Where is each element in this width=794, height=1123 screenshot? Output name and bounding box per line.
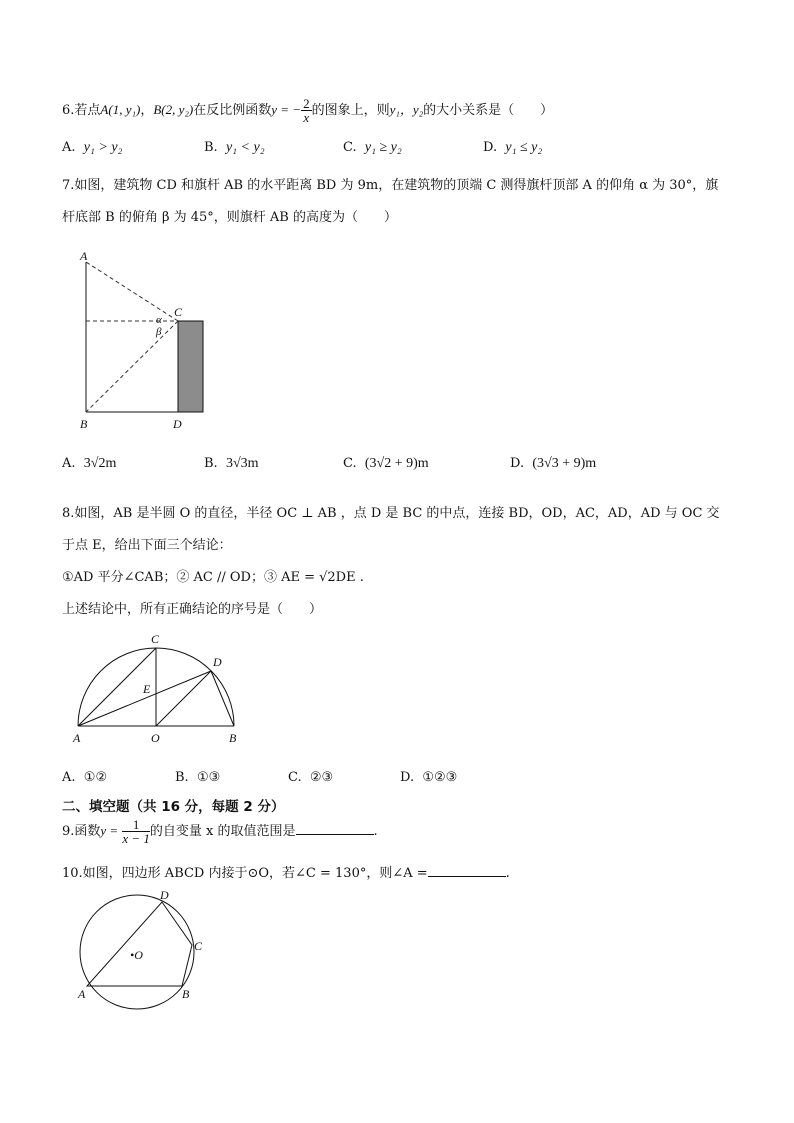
q8-line-od [156, 671, 211, 726]
q7-option-d[interactable] [510, 456, 596, 472]
q6-text-2: 在反比例函数 [193, 103, 272, 118]
q8-label-b: B [229, 731, 237, 745]
q6-option-b-label: B. [204, 140, 218, 155]
q6-sep: ， [140, 103, 154, 118]
q10-quadrilateral-abcd [87, 902, 192, 986]
section-2-title: 二、填空题（共 16 分，每题 2 分） [62, 799, 285, 815]
q7-label-c: C [174, 305, 183, 319]
q10-label-b: B [182, 987, 190, 1001]
q8-line-bd [211, 671, 234, 726]
q6-func-lhs: y = − [271, 102, 302, 117]
q7-building-cd [178, 321, 203, 412]
q7-label-a: A [80, 249, 88, 263]
q7-stem-line1: 7.如图，建筑物 CD 和旗杆 AB 的水平距离 BD 为 9m，在建筑物的顶端 C 测得旗杆顶部 A 的仰角 α 为 30°，旗 [62, 178, 719, 193]
q6-option-a[interactable] [62, 140, 122, 156]
q6-point-a: A(1, y₁) [100, 102, 141, 117]
q6-text-3: 的图象上，则 [311, 103, 390, 118]
q6-option-a-label: A. [62, 140, 76, 155]
q9-fraction [122, 818, 150, 845]
q9-answer-blank[interactable] [296, 822, 374, 835]
q10-end: . [505, 866, 510, 881]
q7-option-a[interactable] [62, 456, 116, 472]
q7-label-beta: β [156, 326, 162, 338]
q8-question: 上述结论中，所有正确结论的序号是（ ） [62, 602, 323, 617]
q6-fraction [301, 97, 312, 124]
q6-text-4: 的大小关系是（ ） [423, 103, 554, 118]
q8-option-b-expr: ①③ [196, 770, 221, 785]
q10-text: 10.如图，四边形 ABCD 内接于⊙O，若∠C = 130°，则∠A = [62, 866, 428, 881]
q6-option-c-expr: y₁ ≥ y₂ [364, 140, 402, 155]
q8-label-c: C [151, 632, 160, 646]
q6-option-c[interactable] [343, 140, 402, 156]
q7-option-a-label: A. [62, 456, 76, 471]
q8-option-d[interactable] [400, 770, 457, 785]
q8-option-c[interactable] [288, 770, 333, 785]
q9-frac-num: 1 [122, 818, 150, 832]
q6-option-d-label: D. [483, 140, 498, 155]
q6-vars: y₁，y₂ [389, 102, 424, 117]
q8-option-a-label: A. [62, 770, 76, 785]
q7-line-ca [86, 262, 178, 321]
q8-option-d-expr: ①②③ [422, 770, 458, 785]
q7-label-alpha: α [156, 314, 162, 326]
q7-option-b-expr: 3√3m [225, 456, 259, 471]
q7-option-b-label: B. [204, 456, 218, 471]
q7-option-a-expr: 3√2m [83, 456, 117, 471]
q8-label-e: E [143, 682, 151, 696]
q7-option-d-expr: (3√3 + 9)m [532, 456, 597, 471]
q7-label-d: D [173, 417, 182, 431]
q8-line-ad [78, 671, 211, 726]
q6-option-c-label: C. [343, 140, 357, 155]
q6-point-b: B(2, y₂) [153, 102, 194, 117]
q8-label-d: D [213, 655, 222, 669]
q6-stem [62, 97, 553, 124]
q7-option-d-label: D. [510, 456, 525, 471]
q6-option-b-expr: y₁ < y₂ [225, 140, 265, 155]
q7-option-c[interactable] [343, 456, 429, 472]
q8-stem-line1: 8.如图，AB 是半圆 O 的直径，半径 OC ⊥ AB ，点 D 是 BC 的中点，连接 BD，OD，AC，AD，AD 与 OC 交 [62, 506, 720, 521]
q8-label-a: A [73, 731, 81, 745]
q7-figure [76, 248, 236, 438]
q8-option-c-expr: ②③ [309, 770, 334, 785]
q7-stem-line2: 杆底部 B 的俯角 β 为 45°，则旗杆 AB 的高度为（ ） [62, 210, 397, 225]
q10-label-o: •O [130, 948, 143, 962]
q6-option-d[interactable] [483, 140, 542, 156]
q8-option-c-label: C. [288, 770, 302, 785]
q8-option-a[interactable] [62, 770, 107, 785]
q8-option-d-label: D. [400, 770, 415, 785]
q10-stem [62, 862, 510, 881]
q6-frac-num: 2 [303, 96, 310, 111]
q10-answer-blank[interactable] [428, 864, 506, 877]
q6-number: 6. [62, 103, 75, 118]
q9-text-2: 的自变量 x 的取值范围是 [149, 824, 296, 839]
q9-end: . [373, 824, 378, 839]
q8-option-a-expr: ①② [83, 770, 108, 785]
q6-option-d-expr: y₁ ≤ y₂ [505, 140, 543, 155]
q9-frac-den: x − 1 [122, 831, 150, 846]
q10-figure [72, 890, 212, 1010]
q6-text-1: 若点 [74, 103, 101, 118]
q6-option-b[interactable] [204, 140, 265, 156]
q8-label-o: O [151, 731, 160, 745]
q7-line-cb [86, 321, 178, 412]
q9-lhs: y = [100, 823, 119, 838]
q10-label-c: C [194, 939, 203, 953]
q8-figure [70, 630, 250, 750]
q7-option-b[interactable] [204, 456, 259, 472]
q6-frac-den: x [303, 110, 310, 125]
q9-text-1: 9.函数 [62, 824, 101, 839]
q7-option-c-label: C. [343, 456, 357, 471]
q8-option-b[interactable] [175, 770, 220, 785]
q10-label-d: D [160, 890, 169, 902]
q10-label-a: A [78, 987, 86, 1001]
q7-label-b: B [80, 417, 88, 431]
q9-stem [62, 818, 378, 845]
q8-conclusions: ①AD 平分∠CAB；② AC // OD；③ AE = √2DE . [62, 570, 364, 585]
q6-option-a-expr: y₁ > y₂ [83, 140, 123, 155]
q8-stem-line2: 于点 E，给出下面三个结论： [62, 538, 232, 553]
q8-option-b-label: B. [175, 770, 189, 785]
q7-option-c-expr: (3√2 + 9)m [364, 456, 429, 471]
